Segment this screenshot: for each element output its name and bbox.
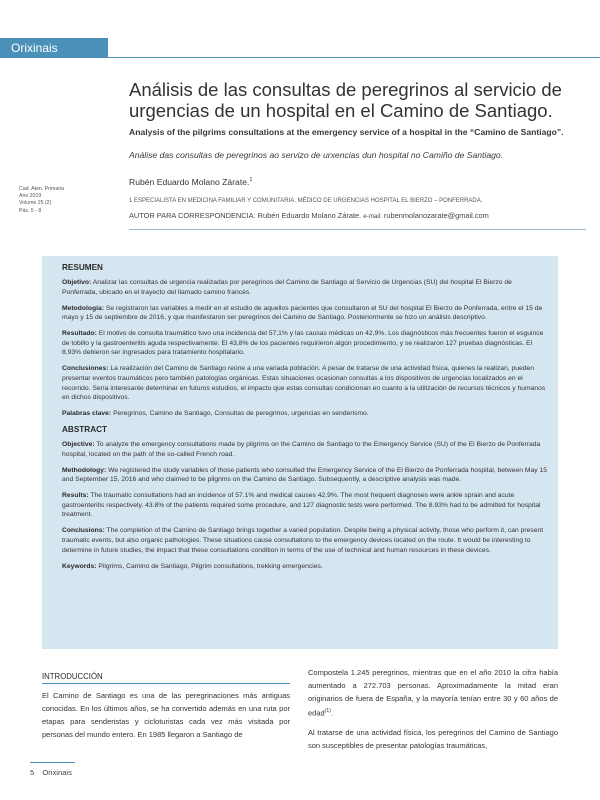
- resumen-resultado-text: El motivo de consulta traumático tuvo una incidencia del 57,1% y las causas médicas un 42,9%. Los diagnósticos más frecuentes fueron el esguince de tobillo y la gastroenteritis aguda respectivamente. El 43,8% de los pacientes requirieron algún procedimiento, y se realizaron 127 pruebas diagnósticas. El 8,93% debieron ser ingresados para tratamiento hospitalario.: [62, 330, 544, 357]
- body-column-right: [308, 666, 558, 752]
- abstract-conclusions: [62, 526, 547, 555]
- abstract-box: [42, 256, 558, 649]
- abstract-objective-text: To analyze the emergency consultations made by pilgrims on the Camino de Santiago to the Emergency Service (SU) of the El Bierzo de Ponferrada hospital, located on the path of the so-called French road.: [62, 441, 541, 458]
- abstract-keywords-label: Keywords:: [62, 562, 97, 570]
- resumen-conclusiones-label: Conclusiones:: [62, 365, 109, 373]
- intro-paragraph: Al tratarse de una actividad física, los peregrinos del Camino de Santiago son susceptibles de presentar patologías traumáticas,: [308, 727, 558, 750]
- abstract-objective: [62, 440, 547, 459]
- page-footer: [30, 768, 72, 777]
- resumen-objetivo-label: Objetivo:: [62, 279, 92, 286]
- english-title: Analysis of the pilgrims consultations at the emergency service of a hospital in the “Camino de Santiago”.: [129, 127, 564, 137]
- intro-paragraph-end: .: [330, 708, 333, 718]
- resumen-metodologia-text: Se registraron las variables a medir en el estudio de aquellos pacientes que consultaron el SU del hospital El Bierzo de Ponferrada, entre el 15 de mayo y 15 de septiembre de 2016, y que manifestaron ser peregrinos del Camino de Santiago. Posteriormente se hizo un análisis descriptivo.: [62, 304, 543, 322]
- abstract-keywords-text: Pilgrims, Camino de Santiago, Pilgrim consultations, trekking emergencies.: [98, 562, 323, 570]
- abstract-results-text: The traumatic consultations had an incidence of 57.1% and medical causes 42.9%. The most frequent diagnoses were ankle sprain and acute gastroenteritis respectively. 43.8% of the patients required some procedure, and 127 diagnostic tests were performed. The 8.93% had to be admitted for hospital treatment.: [62, 492, 541, 519]
- correspondence: [129, 211, 589, 221]
- intro-paragraph-text: Compostela 1.245 peregrinos, mientras que en el año 2010 la cifra había aumentado a 272.703 personas. Aproximadamente la mitad eran originarios de fuera de España, y la mayoría tenían entre 30 y 60 años de edad: [308, 668, 558, 718]
- resumen-palabras-text: Peregrinos, Camino de Santiago, Consultas de peregrinos, urgencias en senderismo.: [113, 410, 369, 418]
- email-link[interactable]: rubenmolanozarate@gmail.com: [383, 211, 489, 220]
- journal-meta-line: Cad. Aten. Primaria: [19, 186, 64, 192]
- abstract-conclusions-label: Conclusions:: [62, 527, 105, 535]
- abstract-methodology: [62, 466, 547, 485]
- resumen-heading: RESUMEN: [62, 263, 103, 272]
- correspondence-label: AUTOR PARA CORRESPONDENCIA: Rubén Eduardo Molano Zárate.: [129, 211, 362, 220]
- abstract-objective-label: Objective:: [62, 441, 95, 449]
- abstract-conclusions-text: The completion of the Camino de Santiago brings together a varied population. Despite being a physical activity, those who perform it, can present traumatic events, but also organic pathologies. These situations cause consultations to the emergency devices located on the route. It would be interesting to determine in future studies, the impact that these consultations condition in terms of the use of technical and human resources in these devices.: [62, 527, 544, 554]
- abstract-results-label: Results:: [62, 492, 89, 500]
- journal-meta-line: Páx. 5 - 8: [19, 207, 42, 214]
- resumen-palabras-label: Palabras clave:: [62, 410, 112, 418]
- abstract-heading: ABSTRACT: [62, 425, 108, 435]
- author-affiliation-mark: 1: [249, 177, 253, 184]
- abstract-results: [62, 491, 547, 520]
- affiliation: 1 ESPECIALISTA EN MEDICINA FAMILIAR Y COMUNITARIA. MÉDICO DE URGENCIAS HOSPITAL EL BIERZO – PONFERRADA.: [129, 198, 483, 204]
- galician-title: Análise das consultas de peregrinos ao servizo de urxencias dun hospital no Camiño de Santiago.: [129, 150, 504, 160]
- page-number: 5: [30, 768, 35, 777]
- journal-meta: [19, 186, 109, 215]
- author-line: [129, 177, 579, 187]
- citation-ref[interactable]: (1): [324, 708, 331, 714]
- header-divider: [129, 229, 586, 230]
- resumen-resultado-label: Resultado:: [62, 330, 97, 338]
- abstract-keywords: [62, 562, 547, 572]
- header-rule: [108, 57, 600, 58]
- resumen-objetivo: [62, 278, 547, 297]
- abstract-methodology-text: We registered the study variables of those patients who consulted the Emergency Service of the El Bierzo de Ponferrada hospital, between May 15 and September 15, 2016 and who claimed to be pilgrims on the Camino de Santiago. Subsequently, a descriptive analysis was made.: [62, 466, 548, 484]
- journal-meta-line: Volume 25 (2): [19, 200, 52, 207]
- resumen-resultado: [62, 329, 547, 358]
- resumen-metodologia: [62, 304, 547, 323]
- resumen-conclusiones-text: La realización del Camino de Santiago reúne a una variada población. A pesar de tratarse de una actividad física, quienes la realizan, pueden presentar eventos traumáticos pero también patologías orgánicas. Estas situaciones ocasionan consultas a los dispositivos de urgencias localizados en el recorrido. Sería interesante determinar en futuros estudios, el impacto que estas consultas condicionan en cuanto a la utilización de recursos técnicos y humanos en dichos dispositivos.: [62, 365, 546, 402]
- body-column-left: [42, 689, 290, 741]
- resumen-palabras-clave: [62, 409, 547, 419]
- author-name: Rubén Eduardo Molano Zárate.: [129, 177, 250, 187]
- introduccion-heading: INTRODUCCIÓN: [42, 672, 103, 681]
- intro-paragraph: [308, 666, 558, 720]
- section-tab: Orixinais: [0, 38, 108, 58]
- resumen-objetivo-text: Analizar las consultas de urgencia realizadas por peregrinos del Camino de Santiago al Servicio de Urgencias (SU) del hospital El Bierzo de Ponferrada, ubicado en el trayecto del llamado camino francés.: [62, 279, 512, 296]
- resumen-conclusiones: [62, 364, 547, 402]
- resumen-metodologia-label: Metodología:: [62, 304, 104, 312]
- introduccion-rule: [42, 683, 290, 684]
- intro-paragraph: El Camino de Santiago es una de las peregrinaciones más antiguas conocidas. En los últimos años, se ha convertido además en una ruta por etapas para senderistas y cicloturistas cada vez más visitada por personas del mundo entero. En 1985 llegaron a Santiago de: [42, 691, 290, 739]
- footer-rule: [30, 762, 75, 763]
- article-title: Análisis de las consultas de peregrinos al servicio de urgencias de un hospital en el Camino de Santiago.: [129, 79, 562, 121]
- footer-journal: Orixinais: [42, 768, 72, 777]
- email-label: e-mail:: [363, 213, 382, 220]
- abstract-methodology-label: Methodology:: [62, 466, 107, 474]
- journal-meta-line: Ano 2019: [19, 193, 42, 200]
